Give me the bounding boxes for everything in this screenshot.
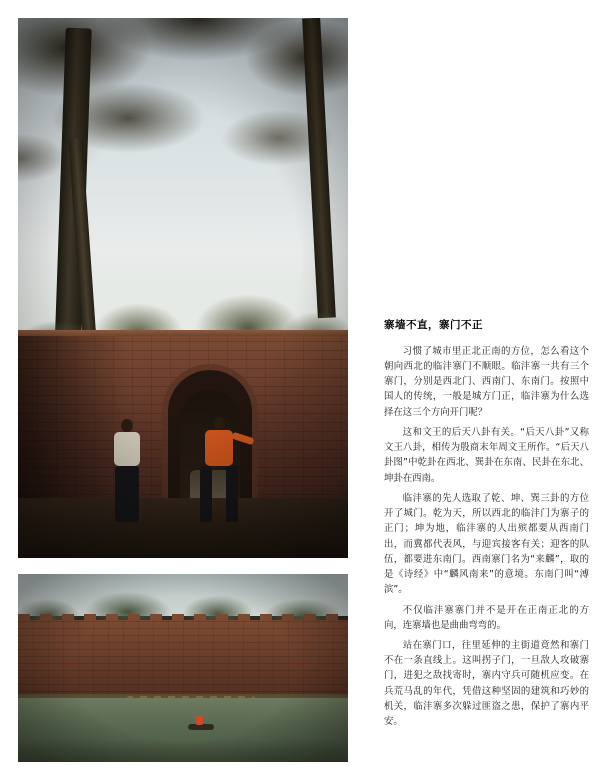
photo-column — [18, 18, 348, 762]
photo-city-wall-and-moat — [18, 574, 348, 762]
person-left-torso — [114, 432, 140, 466]
person-left-head — [121, 419, 133, 432]
photo-ancient-brick-gate-with-tree — [18, 18, 348, 558]
article-paragraph-5: 站在寨门口，往里延伸的主街道竟然和寨门不在一条直线上。这叫拐子门，一旦敌人攻破寨门，进犯之敌找寄时，寨内守兵可随机应变。在兵荒马乱的年代，凭借这种坚固的建筑和巧妙的机关，临沣寨多次躲过匪盗之患，保护了寨内平安。 — [384, 639, 589, 728]
ground-foreground — [18, 498, 348, 558]
person-in-boat — [196, 716, 203, 725]
article-paragraph-4: 不仅临沣寨寨门并不是开在正南正北的方向，连寨墙也是曲曲弯弯的。 — [384, 604, 589, 631]
article-paragraph-2: 这和文王的后天八卦有关。“后天八卦”又称文王八卦，相传为殷商末年周文王所作。“后天八卦图”中乾卦在西北、巽卦在东南、民卦在东北、坤卦在西南。 — [384, 426, 589, 484]
person-right-torso — [205, 430, 233, 466]
article-text-column — [384, 318, 589, 734]
article-paragraph-1: 习惯了城市里正北正南的方位，怎么看这个朝向西北的临沣寨门不顺眼。临沣寨一共有三个寨门，分别是西北门、西南门、东南门。按照中国人的传统，一般是城方门正，临沣寨为什么选择在这三个方向开门呢？ — [384, 345, 589, 418]
person-left-legs — [115, 466, 139, 522]
person-right-legs — [200, 466, 238, 522]
article-title: 寨墙不直，寨门不正 — [384, 319, 483, 331]
foreground-reeds — [18, 740, 348, 762]
person-right-head — [213, 417, 225, 430]
article-paragraph-3: 临沣寨的先人选取了乾、坤、巽三卦的方位开了城门。乾为天，所以西北的临沣门为寨子的正门；坤为地，临沣寨的人出殡都要从西南门出，而冀都代表风，与迎宾接客有关；迎客的队伍，都要进东南门。西南寨门名为“来麟”，取的是《诗经》中“麟风南来”的意境。东南门叫“溥滨”。 — [384, 492, 589, 596]
person-left — [114, 419, 140, 522]
person-right — [200, 417, 238, 522]
